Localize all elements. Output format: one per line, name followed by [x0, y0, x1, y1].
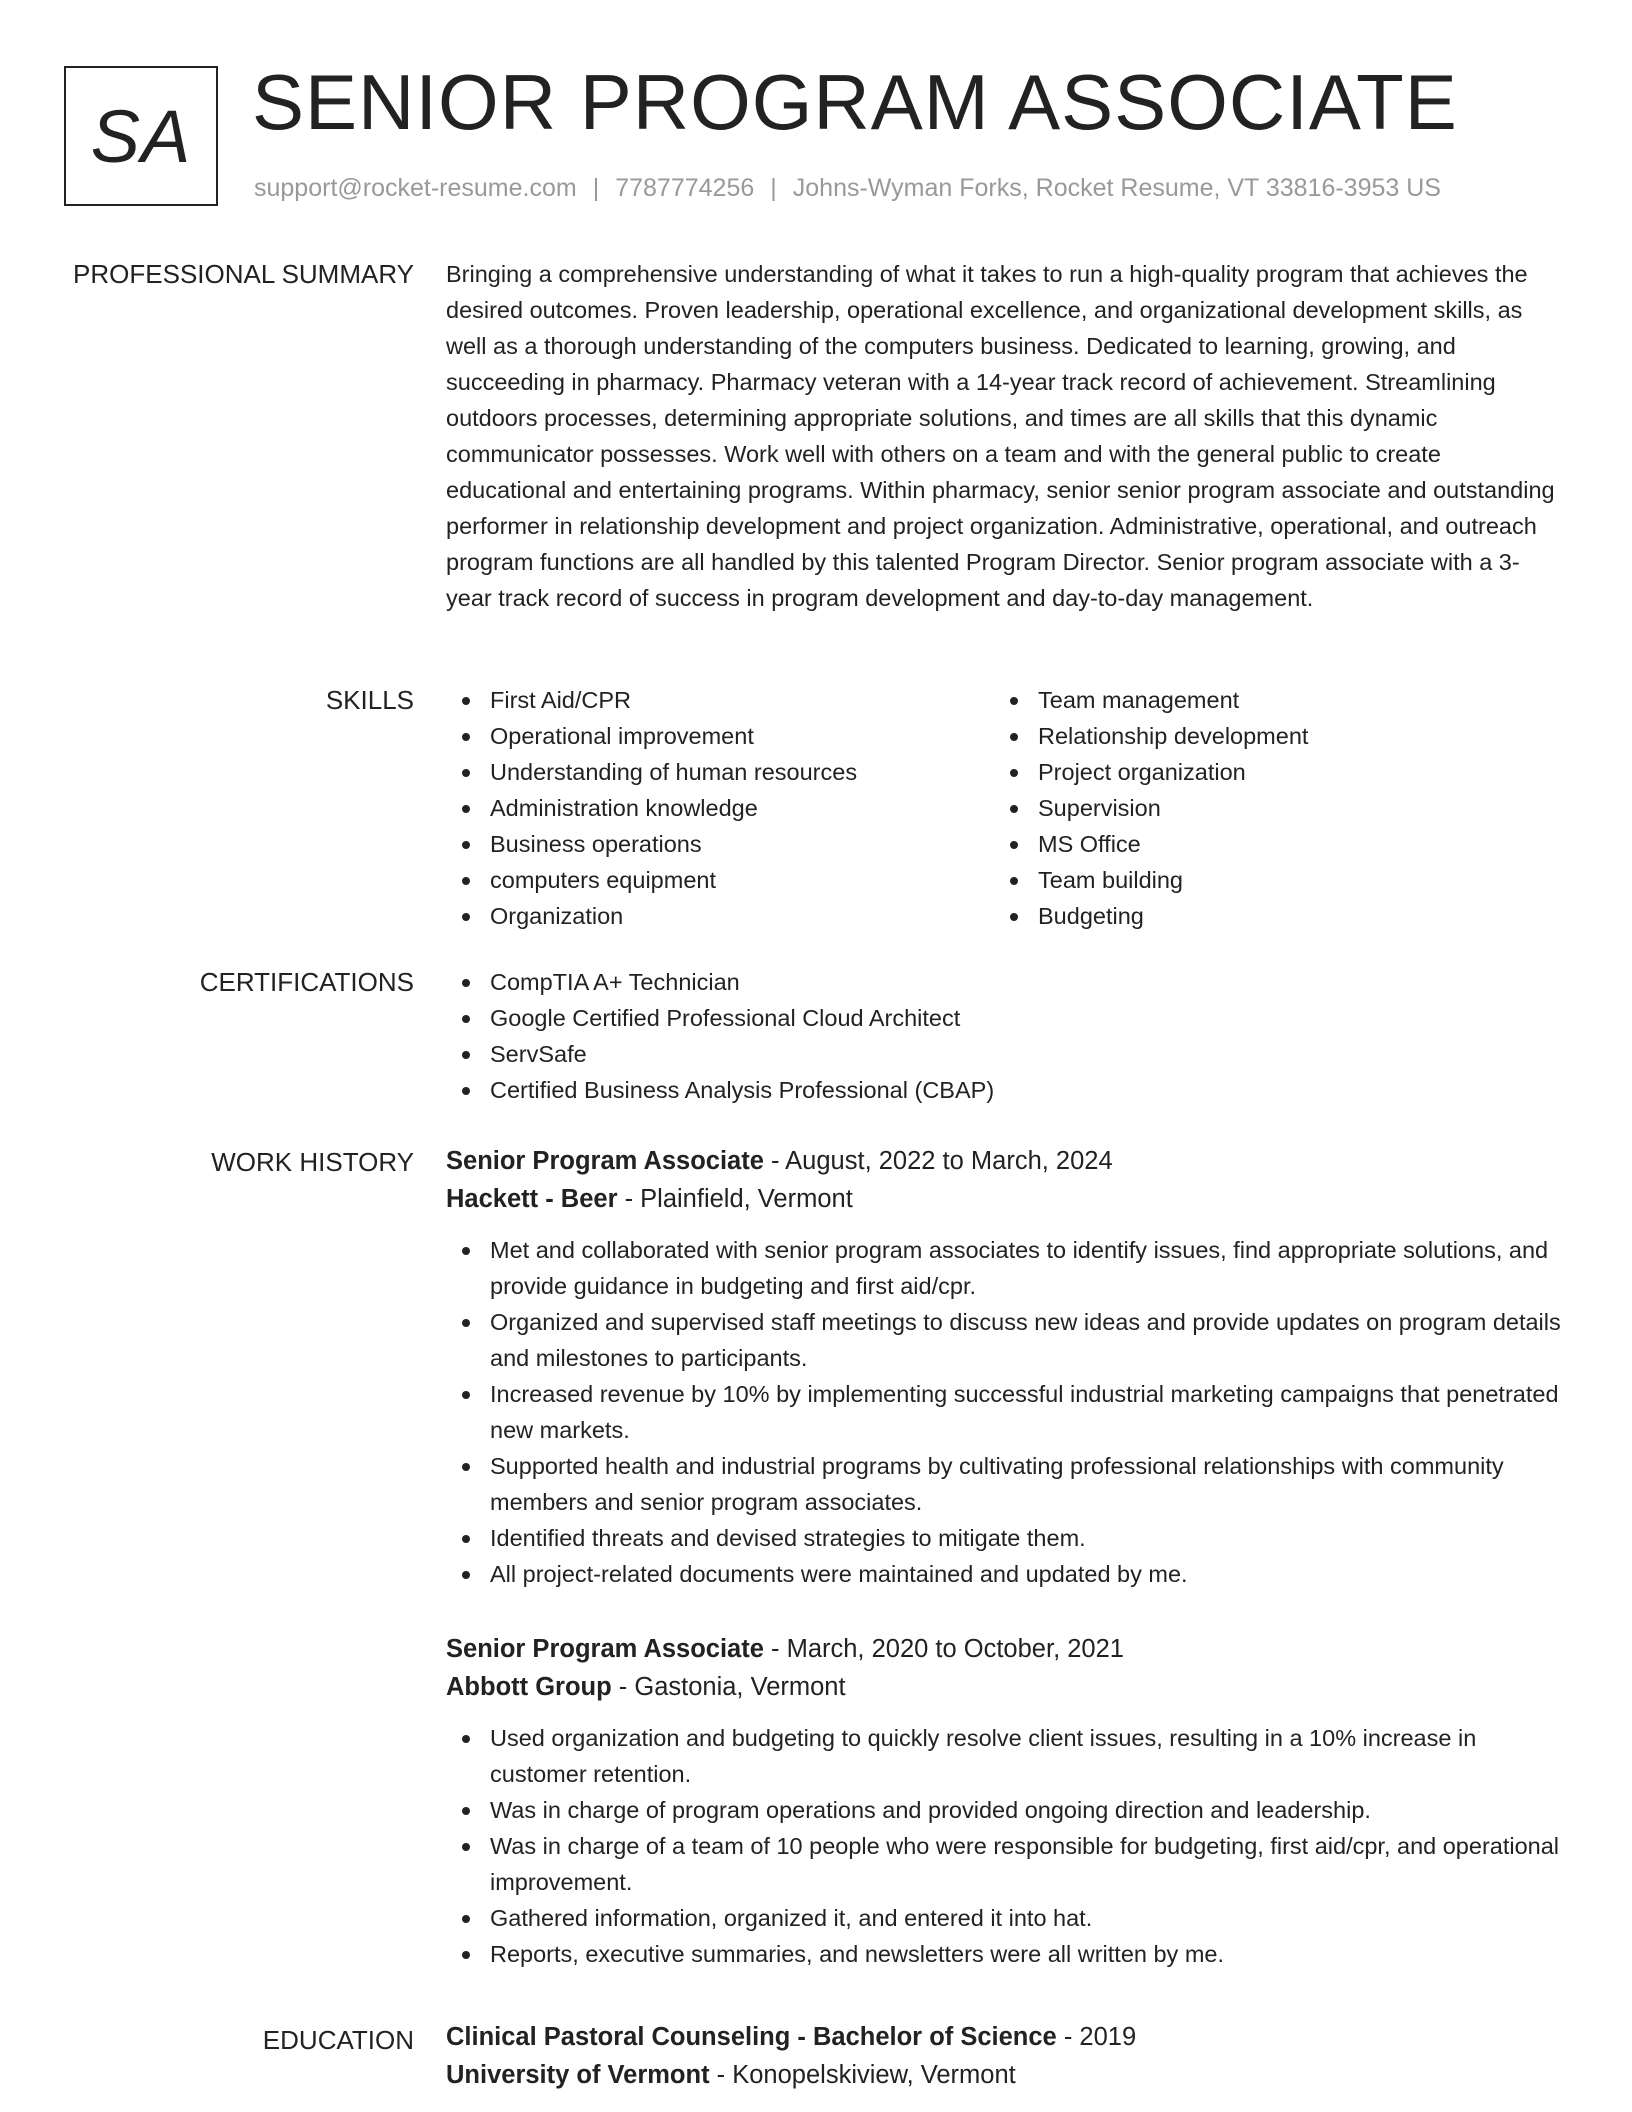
certifications-section [446, 964, 1562, 1108]
skill-item: Team management [994, 682, 1542, 718]
education-school: University of Vermont [446, 2061, 710, 2089]
contact-phone: 7787774256 [615, 174, 755, 202]
job-bullet: Identified threats and devised strategies to mitigate them. [446, 1520, 1562, 1556]
skills-list-left [446, 682, 994, 934]
job-bullet: Reports, executive summaries, and newsletters were all written by me. [446, 1936, 1562, 1972]
job-bullet: Was in charge of a team of 10 people who were responsible for budgeting, first aid/cpr, and operational improvement. [446, 1828, 1562, 1900]
skill-item: Administration knowledge [446, 790, 994, 826]
education-school-line [446, 2056, 1562, 2094]
monogram-logo: SA [64, 66, 218, 206]
education-degree-line [446, 2018, 1562, 2056]
contact-separator: | [592, 174, 600, 202]
skill-item: Budgeting [994, 898, 1542, 934]
skill-item: Team building [994, 862, 1542, 898]
education-year: - 2019 [1056, 2023, 1137, 2051]
job-bullet: Organized and supervised staff meetings to discuss new ideas and provide updates on program details and milestones to participants. [446, 1304, 1562, 1376]
skill-item: computers equipment [446, 862, 994, 898]
job-title-line [446, 1142, 1562, 1180]
section-label-education: EDUCATION [262, 2025, 414, 2055]
skill-item: Supervision [994, 790, 1542, 826]
skill-item: Business operations [446, 826, 994, 862]
job-location: - Plainfield, Vermont [617, 1185, 853, 1213]
section-label-work: WORK HISTORY [211, 1147, 414, 1177]
job-company: Hackett - Beer [446, 1185, 618, 1213]
skill-item: Organization [446, 898, 994, 934]
certification-item: ServSafe [446, 1036, 1562, 1072]
skill-item: Understanding of human resources [446, 754, 994, 790]
contact-separator: | [770, 174, 777, 202]
education-degree: Clinical Pastoral Counseling - Bachelor of Science [446, 2023, 1057, 2051]
job-location: - Gastonia, Vermont [611, 1673, 846, 1701]
job-bullet: Was in charge of program operations and provided ongoing direction and leadership. [446, 1792, 1562, 1828]
summary-section [446, 256, 1562, 616]
job-company: Abbott Group [446, 1673, 612, 1701]
job-bullet: All project-related documents were maintained and updated by me. [446, 1556, 1562, 1592]
certification-item: CompTIA A+ Technician [446, 964, 1562, 1000]
contact-line [254, 174, 1441, 203]
resume-title: SENIOR PROGRAM ASSOCIATE [252, 58, 1458, 146]
certification-item: Google Certified Professional Cloud Architect [446, 1000, 1562, 1036]
job-bullet: Used organization and budgeting to quickly resolve client issues, resulting in a 10% increase in customer retention. [446, 1720, 1562, 1792]
job-title-line [446, 1630, 1562, 1668]
section-label-summary: PROFESSIONAL SUMMARY [73, 259, 414, 289]
certification-item: Certified Business Analysis Professional (CBAP) [446, 1072, 1562, 1108]
job-title: Senior Program Associate [446, 1147, 764, 1175]
job-company-line [446, 1668, 1562, 1706]
job-company-line [446, 1180, 1562, 1218]
job-bullet-list [446, 1232, 1562, 1592]
job-bullet: Increased revenue by 10% by implementing successful industrial marketing campaigns that penetrated new markets. [446, 1376, 1562, 1448]
job-bullet: Met and collaborated with senior program associates to identify issues, find appropriate solutions, and provide guidance in budgeting and first aid/cpr. [446, 1232, 1562, 1304]
section-label-skills: SKILLS [325, 685, 414, 715]
contact-email: support@rocket-resume.com [254, 174, 577, 202]
skill-item: Operational improvement [446, 718, 994, 754]
job-dates: - March, 2020 to October, 2021 [763, 1635, 1124, 1663]
skills-list-right [994, 682, 1542, 934]
skill-item: Project organization [994, 754, 1542, 790]
skill-item: Relationship development [994, 718, 1542, 754]
skill-item: First Aid/CPR [446, 682, 994, 718]
skills-grid [446, 682, 1562, 934]
contact-address: Johns-Wyman Forks, Rocket Resume, VT 33816-3953 US [792, 174, 1441, 202]
job-bullet: Gathered information, organized it, and entered it into hat. [446, 1900, 1562, 1936]
job-bullet-list [446, 1720, 1562, 1972]
section-label-certifications: CERTIFICATIONS [199, 967, 414, 997]
work-job-2 [446, 1630, 1562, 1972]
skills-section [446, 682, 1562, 934]
education-location: - Konopelskiview, Vermont [709, 2061, 1016, 2089]
job-title: Senior Program Associate [446, 1635, 764, 1663]
skill-item: MS Office [994, 826, 1542, 862]
job-dates: - August, 2022 to March, 2024 [763, 1147, 1113, 1175]
summary-text: Bringing a comprehensive understanding of what it takes to run a high-quality program that achieves the desired outcomes. Proven leadership, operational excellence, and organizational development skills, as well as a thorough understanding of the computers business. Dedicated to learning, growing, and succeeding in pharmacy. Pharmacy veteran with a 14-year track record of achievement. Streamlining outdoors processes, determining appropriate solutions, and times are all skills that this dynamic communicator possesses. Work well with others on a team and with the general public to create educational and entertaining programs. Within pharmacy, senior senior program associate and outstanding performer in relationship development and project organization. Administrative, operational, and outreach program functions are all handled by this talented Program Director. Senior program associate with a 3-year track record of success in program development and day-to-day management. [446, 261, 1555, 611]
education-section [446, 2018, 1562, 2094]
job-bullet: Supported health and industrial programs by cultivating professional relationships with community members and senior program associates. [446, 1448, 1562, 1520]
certifications-list [446, 964, 1562, 1108]
work-job-1 [446, 1142, 1562, 1592]
